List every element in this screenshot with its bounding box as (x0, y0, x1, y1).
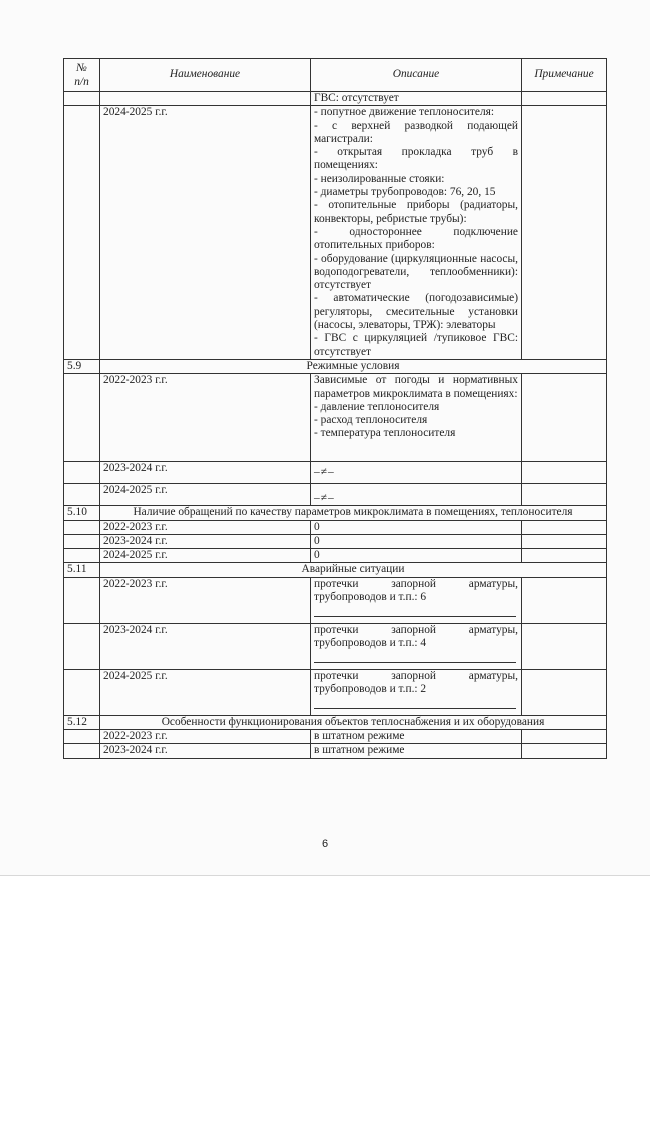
underline (314, 650, 516, 663)
page-number: 6 (321, 838, 329, 850)
description-cell: ГВС: отсутствует (311, 92, 522, 106)
table-row (64, 462, 607, 484)
section-title: Аварийные ситуации (100, 563, 607, 577)
table-row (64, 577, 607, 623)
table-row (64, 623, 607, 669)
period-cell: 2022-2023 г.г. (100, 730, 311, 744)
period-cell: 2024-2025 г.г. (100, 106, 311, 360)
period-cell: 2024-2025 г.г. (100, 484, 311, 506)
section-row (64, 563, 607, 577)
table-row (64, 484, 607, 506)
underline (314, 604, 516, 617)
value-cell: 0 (311, 549, 522, 563)
value-cell: 0 (311, 534, 522, 548)
period-cell: 2023-2024 г.г. (100, 462, 311, 484)
underline (314, 696, 516, 709)
data-table (63, 58, 607, 759)
table-row (64, 374, 607, 462)
period-cell: 2022-2023 г.г. (100, 520, 311, 534)
table-header-row (64, 59, 607, 92)
description-cell: Зависимые от погоды и нормативных параметров микроклимата в помещениях: - давление теплоносителя - расход теплоносителя - температура теплоносителя (311, 374, 522, 462)
table-row (64, 534, 607, 548)
period-cell: 2024-2025 г.г. (100, 549, 311, 563)
ditto-mark: –≠– (311, 462, 522, 484)
description-cell: - попутное движение теплоносителя: - с верхней разводкой подающей магистрали: - открытая прокладка труб в помещениях: - неизолированные стояки: - диаметры трубопроводов: 76, 20, 15 - отопительные приборы (радиаторы, конвекторы, ребристые трубы): - одностороннее подключение отопительных приборов: - оборудование (циркуляционные насосы, водоподогреватели, теплообменники): отсутствует - автоматические (погодозависимые) регуляторы, смесительные установки (насосы, элеваторы, ТРЖ): элеваторы - ГВС с циркуляцией /тупиковое ГВС: отсутствует (311, 106, 522, 360)
period-cell: 2022-2023 г.г. (100, 577, 311, 623)
section-title: Особенности функционирования объектов теплоснабжения и их оборудования (100, 715, 607, 729)
ditto-mark: –≠– (311, 484, 522, 506)
period-cell: 2023-2024 г.г. (100, 744, 311, 758)
table-row (64, 730, 607, 744)
header-num: № п/п (64, 59, 100, 92)
period-cell: 2022-2023 г.г. (100, 374, 311, 462)
period-cell: 2024-2025 г.г. (100, 669, 311, 715)
value-cell: в штатном режиме (311, 744, 522, 758)
header-name: Наименование (100, 59, 311, 92)
header-desc: Описание (311, 59, 522, 92)
section-title: Наличие обращений по качеству параметров микроклимата в помещениях, теплоносителя (100, 506, 607, 520)
section-number: 5.9 (64, 359, 100, 373)
value-cell: протечки запорной арматуры, трубопроводов и т.п.: 6 (311, 577, 522, 623)
period-cell: 2023-2024 г.г. (100, 623, 311, 669)
period-cell: 2023-2024 г.г. (100, 534, 311, 548)
section-number: 5.11 (64, 563, 100, 577)
header-note: Примечание (522, 59, 607, 92)
section-title: Режимные условия (100, 359, 607, 373)
table-row (64, 744, 607, 758)
value-cell: протечки запорной арматуры, трубопроводов и т.п.: 4 (311, 623, 522, 669)
section-row (64, 359, 607, 373)
value-cell: в штатном режиме (311, 730, 522, 744)
section-number: 5.10 (64, 506, 100, 520)
table-row (64, 549, 607, 563)
table-row (64, 92, 607, 106)
table-row (64, 520, 607, 534)
section-row (64, 506, 607, 520)
section-row (64, 715, 607, 729)
section-number: 5.12 (64, 715, 100, 729)
table-row (64, 669, 607, 715)
table-row (64, 106, 607, 360)
value-cell: протечки запорной арматуры, трубопроводов и т.п.: 2 (311, 669, 522, 715)
value-cell: 0 (311, 520, 522, 534)
